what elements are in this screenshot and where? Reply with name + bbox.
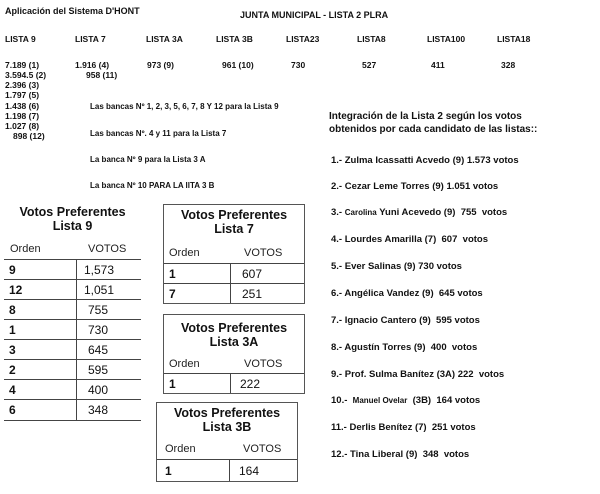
row-orden: 6: [9, 403, 16, 417]
row-votos: 222: [240, 377, 261, 391]
quotient: 3.594.5 (2): [5, 70, 47, 80]
row-votos: 164: [239, 464, 260, 478]
col-orden: Orden: [165, 443, 196, 455]
row-votos: 607: [242, 267, 263, 281]
row-votos: 1,573: [84, 263, 115, 277]
candidate-item: [331, 207, 507, 218]
table-row: [4, 359, 141, 380]
table-title-line: Lista 7: [214, 222, 254, 236]
votos-table-lista3a: [163, 314, 305, 394]
quotient: 898 (12): [13, 131, 45, 142]
table-title-line: Votos Preferentes: [173, 406, 281, 420]
page-title: JUNTA MUNICIPAL - LISTA 2 PLRA: [240, 10, 389, 20]
list-value: 1.916 (4): [75, 60, 110, 70]
table-row: [4, 259, 141, 280]
candidate-number: 12.-: [331, 449, 351, 460]
bancas-line: La banca Nº 9 para la Lista 3 A: [90, 155, 206, 164]
candidate-number: 9.-: [331, 369, 345, 380]
candidate-item: [331, 155, 519, 166]
candidate-item: [331, 234, 488, 245]
candidate-item: [331, 422, 476, 433]
candidate-votes: (9) 595 votos: [416, 315, 480, 326]
integracion-title-line: Integración de la Lista 2 según los votos: [329, 111, 522, 122]
quotient: 1.438 (6): [5, 100, 40, 111]
col-votos: VOTOS: [88, 243, 127, 255]
candidate-name: Agustín Torres: [344, 342, 412, 353]
table-row: [4, 399, 141, 421]
table-row: [4, 339, 141, 360]
candidate-votes: (3A) 222 votos: [433, 369, 505, 380]
candidate-number: 8.-: [331, 342, 345, 353]
candidate-votes: (9) 730 votos: [401, 261, 462, 272]
candidate-item: [331, 288, 483, 299]
candidate-name: Angélica Vandez: [344, 288, 420, 299]
votos-table-lista7: [163, 204, 305, 304]
candidate-number: 11.-: [331, 422, 350, 433]
app-title: Aplicación del Sistema D'HONT: [5, 6, 140, 16]
table-title-line: Lista 3A: [209, 335, 259, 349]
table-title-line: Lista 9: [52, 219, 93, 233]
table-title: [164, 208, 304, 236]
row-orden: 7: [169, 287, 176, 301]
candidate-item: [331, 449, 469, 460]
table-row: [164, 283, 304, 304]
list-name: LISTA100: [427, 34, 466, 44]
quotient: 1.027 (8): [5, 121, 40, 132]
candidate-votes: (9) 400 votos: [411, 342, 478, 353]
col-votos: VOTOS: [244, 247, 283, 259]
candidate-name: Prof. Sulma Banítez: [344, 369, 434, 380]
row-orden: 4: [9, 383, 16, 397]
row-votos: 645: [88, 343, 109, 357]
table-title-line: Votos Preferentes: [180, 208, 288, 222]
list-value: 328: [501, 60, 516, 70]
candidate-item: [331, 181, 498, 192]
col-orden: Orden: [169, 247, 200, 259]
list-value: 730: [291, 60, 306, 70]
candidate-item: [331, 342, 477, 353]
table-title: [164, 321, 304, 349]
candidate-name: Tina Liberal: [350, 449, 404, 460]
table-row: [4, 319, 141, 340]
quotient: 1.198 (7): [5, 110, 40, 121]
candidate-number: 6.-: [331, 288, 345, 299]
bancas-line: Las bancas Nº 1, 2, 3, 5, 6, 7, 8 Y 12 para la Lista 9: [90, 102, 279, 111]
table-row: [164, 373, 304, 394]
row-votos: 730: [88, 323, 109, 337]
candidate-name: Zulma Icassatti Acvedo: [344, 155, 450, 166]
votos-table-lista3b: [156, 402, 298, 482]
bancas-line: Las bancas Nº. 4 y 11 para la Lista 7: [90, 129, 227, 138]
candidate-number: 4.-: [331, 234, 345, 245]
candidate-name: Derlis Benítez: [349, 422, 413, 433]
table-title: [4, 205, 141, 233]
list-name: LISTA 3B: [216, 34, 253, 44]
candidate-number: 5.-: [331, 261, 345, 272]
candidate-number: 7.-: [331, 315, 345, 326]
table-row: [4, 379, 141, 400]
candidate-name: Cezar Leme Torres: [344, 181, 430, 192]
quotient: 1.797 (5): [5, 90, 40, 101]
row-votos: 400: [88, 383, 109, 397]
candidate-name: Lourdes Amarilla: [344, 234, 422, 245]
row-votos: 1,051: [84, 283, 115, 297]
candidate-name: Carolina: [344, 208, 377, 217]
candidate-votes: Yuni Acevedo (9) 755 votos: [376, 207, 508, 218]
row-orden: 12: [9, 283, 23, 297]
candidate-name: Ignacio Cantero: [344, 315, 417, 326]
candidate-name: Ever Salinas: [344, 261, 402, 272]
candidate-votes: (9) 1.051 votos: [429, 181, 499, 192]
candidate-item: [331, 261, 462, 272]
candidate-votes: (9) 348 votos: [403, 449, 470, 460]
candidate-votes: (7) 251 votos: [412, 422, 476, 433]
row-orden: 3: [9, 343, 16, 357]
col-votos: VOTOS: [244, 358, 283, 370]
row-orden: 1: [169, 267, 176, 281]
row-votos: 348: [88, 403, 109, 417]
candidate-number: 1.-: [331, 155, 345, 166]
col-orden: Orden: [169, 358, 200, 370]
bancas-line: La banca Nº 10 PARA LA llTA 3 B: [90, 181, 215, 190]
candidate-number: 2.-: [331, 181, 345, 192]
list-name: LISTA 9: [5, 34, 36, 44]
list-name: LISTA 7: [75, 34, 106, 44]
row-votos: 251: [242, 287, 263, 301]
integracion-title-line: obtenidos por cada candidato de las listas::: [329, 124, 538, 135]
list-value: 973 (9): [147, 60, 174, 70]
table-row: [4, 299, 141, 320]
table-title-line: Votos Preferentes: [19, 205, 126, 219]
candidate-item: [331, 315, 480, 326]
row-orden: 8: [9, 303, 16, 317]
lista7-quotient: 958 (11): [86, 70, 118, 80]
table-title-line: Votos Preferentes: [180, 321, 288, 335]
candidate-votes: (7) 607 votos: [422, 234, 488, 245]
candidate-number: 10.-: [331, 395, 353, 406]
lista9-quotients: [5, 70, 46, 141]
col-orden: Orden: [10, 243, 41, 255]
table-title: [157, 406, 297, 434]
table-title-line: Lista 3B: [202, 420, 252, 434]
row-votos: 595: [88, 363, 109, 377]
table-row: [164, 263, 304, 284]
candidate-votes: (9) 1.573 votos: [449, 155, 519, 166]
candidate-votes: (3B) 164 votos: [407, 395, 481, 406]
candidate-item: [331, 395, 480, 406]
table-row: [157, 459, 297, 482]
votos-table-lista9: [4, 203, 141, 421]
integracion-title: [329, 110, 537, 136]
list-name: LISTA18: [497, 34, 531, 44]
quotient: 2.396 (3): [5, 80, 40, 91]
row-orden: 9: [9, 263, 16, 277]
table-row: [4, 279, 141, 300]
row-orden: 1: [9, 323, 16, 337]
candidate-votes: (9) 645 votos: [419, 288, 483, 299]
row-orden: 1: [165, 464, 172, 478]
list-name: LISTA 3A: [146, 34, 183, 44]
col-votos: VOTOS: [243, 443, 282, 455]
candidate-number: 3.-: [331, 207, 345, 218]
row-orden: 1: [169, 377, 176, 391]
list-name: LISTA23: [286, 34, 320, 44]
list-value: 7.189 (1): [5, 60, 40, 70]
list-value: 961 (10): [222, 60, 254, 70]
list-value: 411: [431, 60, 445, 70]
candidate-item: [331, 369, 504, 380]
row-orden: 2: [9, 363, 16, 377]
candidate-name: Manuel Ovelar: [352, 396, 408, 405]
list-value: 527: [362, 60, 377, 70]
row-votos: 755: [88, 303, 109, 317]
list-name: LISTA8: [357, 34, 386, 44]
